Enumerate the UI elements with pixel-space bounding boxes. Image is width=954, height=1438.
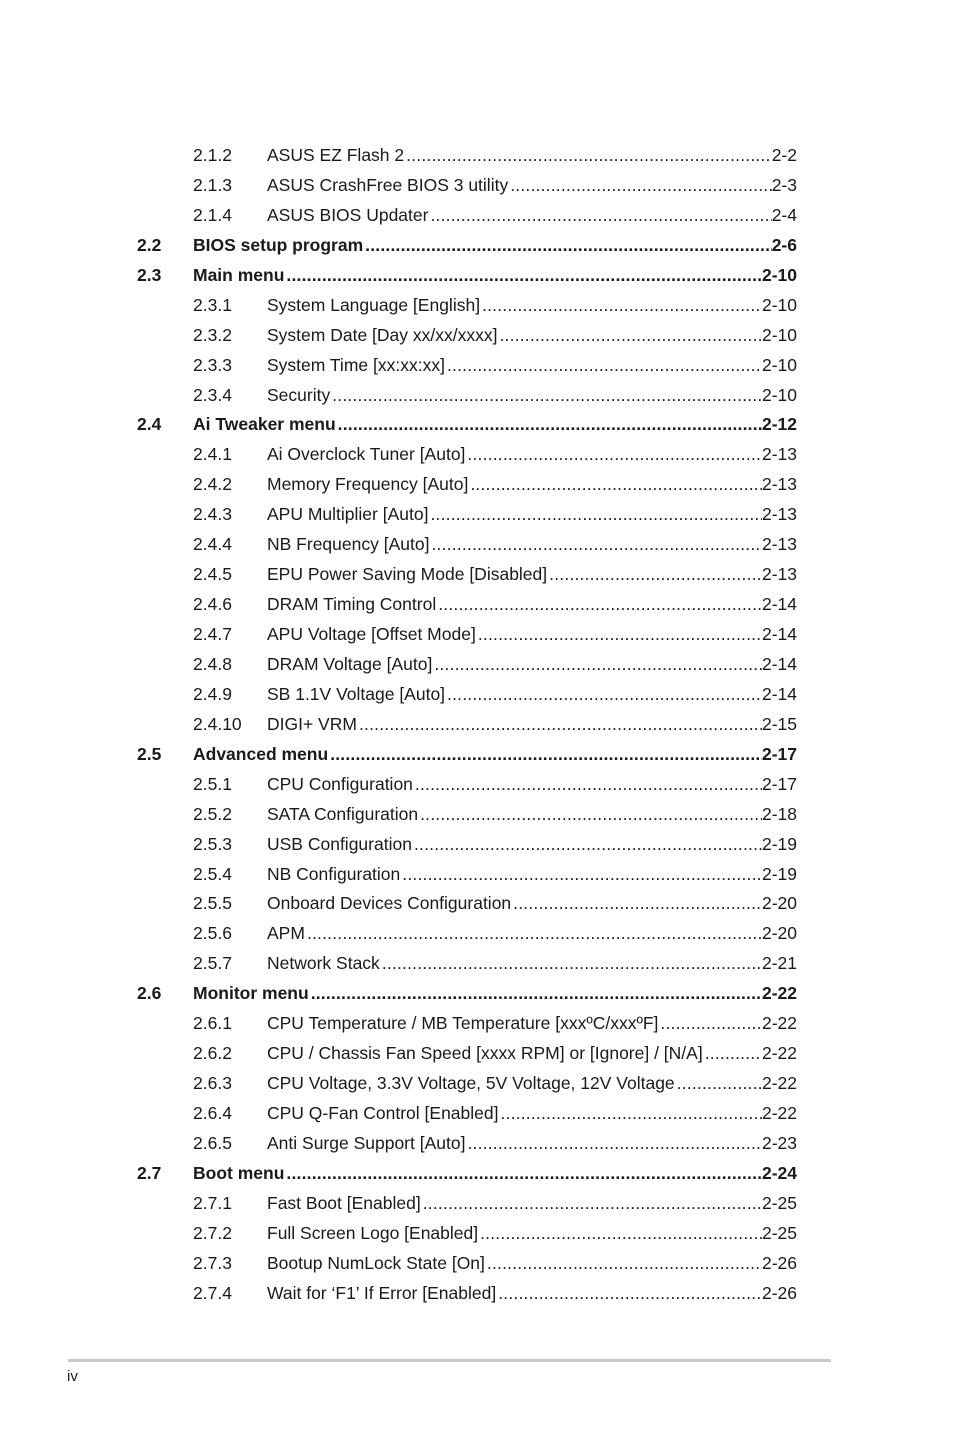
toc-entry-page: 2-10 <box>761 294 797 315</box>
toc-entry-number: 2.6.1 <box>193 1013 232 1034</box>
toc-entry-page: 2-22 <box>761 1043 797 1064</box>
toc-entry-page: 2-12 <box>761 414 797 435</box>
toc-subsection-entry <box>0 291 954 321</box>
toc-dot-leader <box>468 470 762 500</box>
toc-section-entry <box>0 1159 954 1189</box>
toc-dot-leader <box>476 620 762 650</box>
toc-section-entry <box>0 261 954 291</box>
toc-entry-page: 2-21 <box>761 953 797 974</box>
toc-entry-number: 2.3.2 <box>193 324 232 345</box>
toc-dot-leader <box>412 830 762 860</box>
toc-dot-leader <box>284 261 762 291</box>
toc-entry-page: 2-14 <box>761 683 797 704</box>
toc-entry-number: 2.3.4 <box>193 384 232 405</box>
toc-entry-leader-line <box>267 201 797 231</box>
toc-entry-title: APM <box>267 923 305 944</box>
toc-entry-number: 2.7.1 <box>193 1192 232 1213</box>
toc-entry-page: 2-13 <box>761 474 797 495</box>
toc-entry-page: 2-3 <box>771 174 797 195</box>
toc-dot-leader <box>418 800 762 830</box>
toc-entry-number: 2.3.1 <box>193 294 232 315</box>
toc-entry-page: 2-25 <box>761 1222 797 1243</box>
toc-entry-leader-line <box>267 381 797 411</box>
toc-entry-title: Advanced menu <box>193 743 329 764</box>
toc-entry-leader-line <box>267 620 797 650</box>
toc-entry-page: 2-24 <box>761 1162 797 1183</box>
toc-subsection-entry <box>0 470 954 500</box>
toc-section-entry <box>0 979 954 1009</box>
toc-entry-number: 2.5.2 <box>193 803 232 824</box>
toc-entry-page: 2-10 <box>761 384 797 405</box>
toc-entry-page: 2-4 <box>771 204 797 225</box>
toc-subsection-entry <box>0 171 954 201</box>
toc-entry-number: 2.5 <box>137 743 162 764</box>
toc-section-entry <box>0 410 954 440</box>
toc-entry-page: 2-20 <box>761 923 797 944</box>
toc-entry-number: 2.6 <box>137 983 162 1004</box>
toc-dot-leader <box>284 1159 762 1189</box>
toc-entry-page: 2-13 <box>761 444 797 465</box>
toc-entry-page: 2-13 <box>761 504 797 525</box>
toc-subsection-entry <box>0 381 954 411</box>
toc-entry-number: 2.1.4 <box>193 204 232 225</box>
toc-entry-page: 2-20 <box>761 893 797 914</box>
toc-entry-leader-line <box>267 1069 797 1099</box>
toc-entry-title: APU Voltage [Offset Mode] <box>267 624 476 644</box>
toc-entry-leader-line <box>267 830 797 860</box>
toc-entry-leader-line <box>193 979 797 1009</box>
toc-entry-page: 2-6 <box>771 234 797 255</box>
toc-section-entry <box>0 740 954 770</box>
toc-entry-title: APU Multiplier [Auto] <box>267 504 429 525</box>
toc-entry-title: CPU Voltage, 3.3V Voltage, 5V Voltage, 12V Voltage <box>267 1073 675 1094</box>
toc-dot-leader <box>436 590 762 620</box>
toc-entry-leader-line <box>267 1099 797 1129</box>
toc-entry-page: 2-15 <box>761 713 797 734</box>
toc-dot-leader <box>429 530 762 560</box>
toc-entry-page: 2-19 <box>761 863 797 884</box>
toc-entry-leader-line <box>267 1219 797 1249</box>
toc-entry-page: 2-14 <box>761 594 797 615</box>
toc-entry-number: 2.4.1 <box>193 444 232 465</box>
footer-rule <box>68 1359 831 1362</box>
toc-entry-title: CPU Temperature / MB Temperature [xxxºC/xxxºF] <box>267 1013 659 1034</box>
toc-dot-leader <box>496 1279 762 1309</box>
toc-entry-page: 2-18 <box>761 803 797 824</box>
toc-entry-title: USB Configuration <box>267 833 412 854</box>
toc-entry-number: 2.4 <box>137 414 162 435</box>
toc-entry-page: 2-26 <box>761 1282 797 1303</box>
toc-dot-leader <box>432 650 762 680</box>
toc-dot-leader <box>497 321 762 351</box>
toc-entry-title: EPU Power Saving Mode [Disabled] <box>267 564 548 585</box>
toc-dot-leader <box>328 740 762 770</box>
toc-dot-leader <box>547 560 762 590</box>
toc-subsection-entry <box>0 1039 954 1069</box>
footer-page-number: iv <box>67 1368 78 1385</box>
toc-entry-title: ASUS BIOS Updater <box>267 204 429 225</box>
toc-entry-title: Ai Tweaker menu <box>193 414 336 435</box>
toc-subsection-entry <box>0 710 954 740</box>
toc-entry-number: 2.7.4 <box>193 1282 232 1303</box>
toc-dot-leader <box>508 171 772 201</box>
toc-entry-number: 2.6.4 <box>193 1103 232 1123</box>
toc-section-entry <box>0 231 954 261</box>
table-of-contents <box>0 141 954 1309</box>
toc-subsection-entry <box>0 1189 954 1219</box>
toc-entry-title: CPU Q-Fan Control [Enabled] <box>267 1103 499 1123</box>
toc-entry-leader-line <box>267 1039 797 1069</box>
toc-entry-number: 2.4.5 <box>193 564 232 585</box>
toc-entry-leader-line <box>193 1159 797 1189</box>
toc-dot-leader <box>478 1219 762 1249</box>
toc-subsection-entry <box>0 620 954 650</box>
toc-entry-leader-line <box>193 410 797 440</box>
toc-entry-number: 2.5.7 <box>193 953 232 974</box>
toc-entry-page: 2-14 <box>761 653 797 674</box>
toc-dot-leader <box>511 889 762 919</box>
toc-subsection-entry <box>0 141 954 171</box>
toc-entry-title: Full Screen Logo [Enabled] <box>267 1222 479 1243</box>
toc-entry-number: 2.5.3 <box>193 833 232 854</box>
toc-subsection-entry <box>0 1069 954 1099</box>
toc-entry-page: 2-22 <box>761 1013 797 1034</box>
toc-entry-title: SATA Configuration <box>267 803 419 824</box>
toc-entry-title: CPU / Chassis Fan Speed [xxxx RPM] or [Ignore] / [N/A] <box>267 1043 703 1064</box>
toc-entry-title: System Time [xx:xx:xx] <box>267 354 445 375</box>
toc-entry-leader-line <box>267 470 797 500</box>
toc-entry-title: System Language [English] <box>267 294 481 315</box>
toc-entry-page: 2-22 <box>761 1073 797 1094</box>
toc-entry-number: 2.4.3 <box>193 504 232 525</box>
toc-entry-title: DRAM Voltage [Auto] <box>267 653 433 674</box>
toc-entry-title: NB Configuration <box>267 863 401 884</box>
toc-entry-leader-line <box>267 1279 797 1309</box>
toc-entry-leader-line <box>267 800 797 830</box>
toc-entry-page: 2-13 <box>761 534 797 555</box>
toc-entry-number: 2.4.8 <box>193 653 232 674</box>
toc-dot-leader <box>499 1099 762 1129</box>
toc-entry-number: 2.6.5 <box>193 1132 232 1153</box>
toc-dot-leader <box>309 979 762 1009</box>
toc-entry-number: 2.3.3 <box>193 354 232 375</box>
toc-dot-leader <box>445 680 762 710</box>
toc-subsection-entry <box>0 1249 954 1279</box>
toc-dot-leader <box>428 500 762 530</box>
toc-dot-leader <box>357 710 762 740</box>
toc-entry-page: 2-17 <box>761 773 797 794</box>
toc-dot-leader <box>400 860 762 890</box>
toc-subsection-entry <box>0 770 954 800</box>
toc-entry-page: 2-19 <box>761 833 797 854</box>
toc-entry-leader-line <box>267 650 797 680</box>
toc-entry-leader-line <box>193 231 797 261</box>
toc-entry-title: System Date [Day xx/xx/xxxx] <box>267 324 498 345</box>
toc-subsection-entry <box>0 201 954 231</box>
toc-subsection-entry <box>0 560 954 590</box>
toc-entry-number: 2.4.9 <box>193 683 232 704</box>
toc-entry-leader-line <box>267 351 797 381</box>
toc-entry-title: Security <box>267 384 331 405</box>
toc-entry-title: Onboard Devices Configuration <box>267 893 512 914</box>
toc-entry-leader-line <box>267 141 797 171</box>
toc-entry-number: 2.4.6 <box>193 594 232 615</box>
toc-entry-page: 2-25 <box>761 1192 797 1213</box>
toc-entry-title: SB 1.1V Voltage [Auto] <box>267 683 446 704</box>
toc-entry-leader-line <box>267 291 797 321</box>
toc-entry-number: 2.4.4 <box>193 534 232 555</box>
toc-subsection-entry <box>0 889 954 919</box>
toc-dot-leader <box>465 1129 762 1159</box>
toc-entry-number: 2.6.3 <box>193 1073 232 1094</box>
toc-entry-page: 2-26 <box>761 1252 797 1273</box>
toc-entry-page: 2-10 <box>761 354 797 375</box>
toc-subsection-entry <box>0 860 954 890</box>
toc-entry-title: Monitor menu <box>193 983 309 1004</box>
toc-entry-leader-line <box>267 710 797 740</box>
toc-entry-leader-line <box>267 860 797 890</box>
toc-entry-number: 2.7.2 <box>193 1222 232 1243</box>
toc-entry-leader-line <box>267 171 797 201</box>
toc-subsection-entry <box>0 351 954 381</box>
toc-dot-leader <box>485 1249 762 1279</box>
toc-entry-page: 2-14 <box>761 624 797 644</box>
toc-entry-leader-line <box>267 500 797 530</box>
toc-entry-title: DRAM Timing Control <box>267 594 437 615</box>
toc-dot-leader <box>305 919 762 949</box>
toc-subsection-entry <box>0 800 954 830</box>
toc-entry-leader-line <box>267 919 797 949</box>
toc-subsection-entry <box>0 919 954 949</box>
toc-subsection-entry <box>0 530 954 560</box>
toc-entry-page: 2-23 <box>761 1132 797 1153</box>
toc-dot-leader <box>421 1189 762 1219</box>
toc-entry-leader-line <box>267 590 797 620</box>
toc-entry-leader-line <box>267 1009 797 1039</box>
toc-subsection-entry <box>0 321 954 351</box>
toc-dot-leader <box>465 440 762 470</box>
toc-entry-leader-line <box>267 1129 797 1159</box>
toc-entry-page: 2-2 <box>771 145 797 165</box>
toc-subsection-entry <box>0 590 954 620</box>
toc-dot-leader <box>445 351 762 381</box>
toc-entry-leader-line <box>267 680 797 710</box>
toc-entry-title: Anti Surge Support [Auto] <box>267 1132 466 1153</box>
toc-dot-leader <box>330 381 762 411</box>
toc-dot-leader <box>404 141 772 171</box>
toc-subsection-entry <box>0 650 954 680</box>
toc-entry-number: 2.4.7 <box>193 624 232 644</box>
toc-entry-page: 2-13 <box>761 564 797 585</box>
toc-subsection-entry <box>0 830 954 860</box>
toc-entry-leader-line <box>267 530 797 560</box>
toc-entry-title: Main menu <box>193 264 285 285</box>
toc-entry-number: 2.1.2 <box>193 145 232 165</box>
toc-entry-number: 2.6.2 <box>193 1043 232 1064</box>
toc-dot-leader <box>380 949 762 979</box>
toc-subsection-entry <box>0 1009 954 1039</box>
toc-entry-leader-line <box>267 949 797 979</box>
toc-entry-title: Memory Frequency [Auto] <box>267 474 469 495</box>
toc-entry-title: Fast Boot [Enabled] <box>267 1192 421 1213</box>
toc-entry-number: 2.5.6 <box>193 923 232 944</box>
toc-entry-title: Network Stack <box>267 953 380 974</box>
toc-entry-page: 2-17 <box>761 743 797 764</box>
toc-entry-number: 2.7 <box>137 1162 162 1183</box>
toc-dot-leader <box>363 231 772 261</box>
toc-entry-leader-line <box>193 740 797 770</box>
toc-dot-leader <box>658 1009 762 1039</box>
toc-subsection-entry <box>0 949 954 979</box>
toc-entry-title: CPU Configuration <box>267 773 413 794</box>
toc-entry-number: 2.5.4 <box>193 863 232 884</box>
toc-entry-leader-line <box>267 1249 797 1279</box>
toc-entry-number: 2.2 <box>137 234 162 255</box>
toc-subsection-entry <box>0 1099 954 1129</box>
toc-entry-number: 2.3 <box>137 264 162 285</box>
toc-entry-leader-line <box>267 889 797 919</box>
toc-entry-page: 2-10 <box>761 324 797 345</box>
toc-dot-leader <box>428 201 771 231</box>
toc-entry-page: 2-22 <box>761 983 797 1004</box>
toc-entry-leader-line <box>267 1189 797 1219</box>
toc-entry-title: ASUS EZ Flash 2 <box>267 145 405 165</box>
toc-subsection-entry <box>0 440 954 470</box>
toc-dot-leader <box>413 770 762 800</box>
toc-entry-leader-line <box>267 321 797 351</box>
toc-entry-title: Boot menu <box>193 1162 285 1183</box>
toc-subsection-entry <box>0 1129 954 1159</box>
toc-entry-title: ASUS CrashFree BIOS 3 utility <box>267 174 509 195</box>
toc-entry-title: Ai Overclock Tuner [Auto] <box>267 444 466 465</box>
toc-dot-leader <box>703 1039 762 1069</box>
toc-entry-leader-line <box>267 560 797 590</box>
toc-subsection-entry <box>0 500 954 530</box>
toc-entry-number: 2.4.10 <box>193 713 242 734</box>
toc-entry-page: 2-10 <box>761 264 797 285</box>
toc-entry-title: NB Frequency [Auto] <box>267 534 430 555</box>
toc-entry-number: 2.4.2 <box>193 474 232 495</box>
toc-entry-number: 2.1.3 <box>193 174 232 195</box>
toc-entry-page: 2-22 <box>761 1103 797 1123</box>
toc-entry-leader-line <box>267 440 797 470</box>
toc-entry-title: Wait for ‘F1’ If Error [Enabled] <box>267 1282 497 1303</box>
toc-subsection-entry <box>0 1219 954 1249</box>
toc-dot-leader <box>336 410 762 440</box>
toc-entry-leader-line <box>267 770 797 800</box>
toc-entry-title: BIOS setup program <box>193 234 364 255</box>
toc-dot-leader <box>675 1069 762 1099</box>
toc-entry-leader-line <box>193 261 797 291</box>
toc-dot-leader <box>480 291 762 321</box>
toc-entry-number: 2.5.5 <box>193 893 232 914</box>
toc-entry-number: 2.7.3 <box>193 1252 232 1273</box>
toc-entry-title: Bootup NumLock State [On] <box>267 1252 485 1273</box>
toc-entry-title: DIGI+ VRM <box>267 713 357 734</box>
toc-entry-number: 2.5.1 <box>193 773 232 794</box>
toc-subsection-entry <box>0 680 954 710</box>
toc-subsection-entry <box>0 1279 954 1309</box>
